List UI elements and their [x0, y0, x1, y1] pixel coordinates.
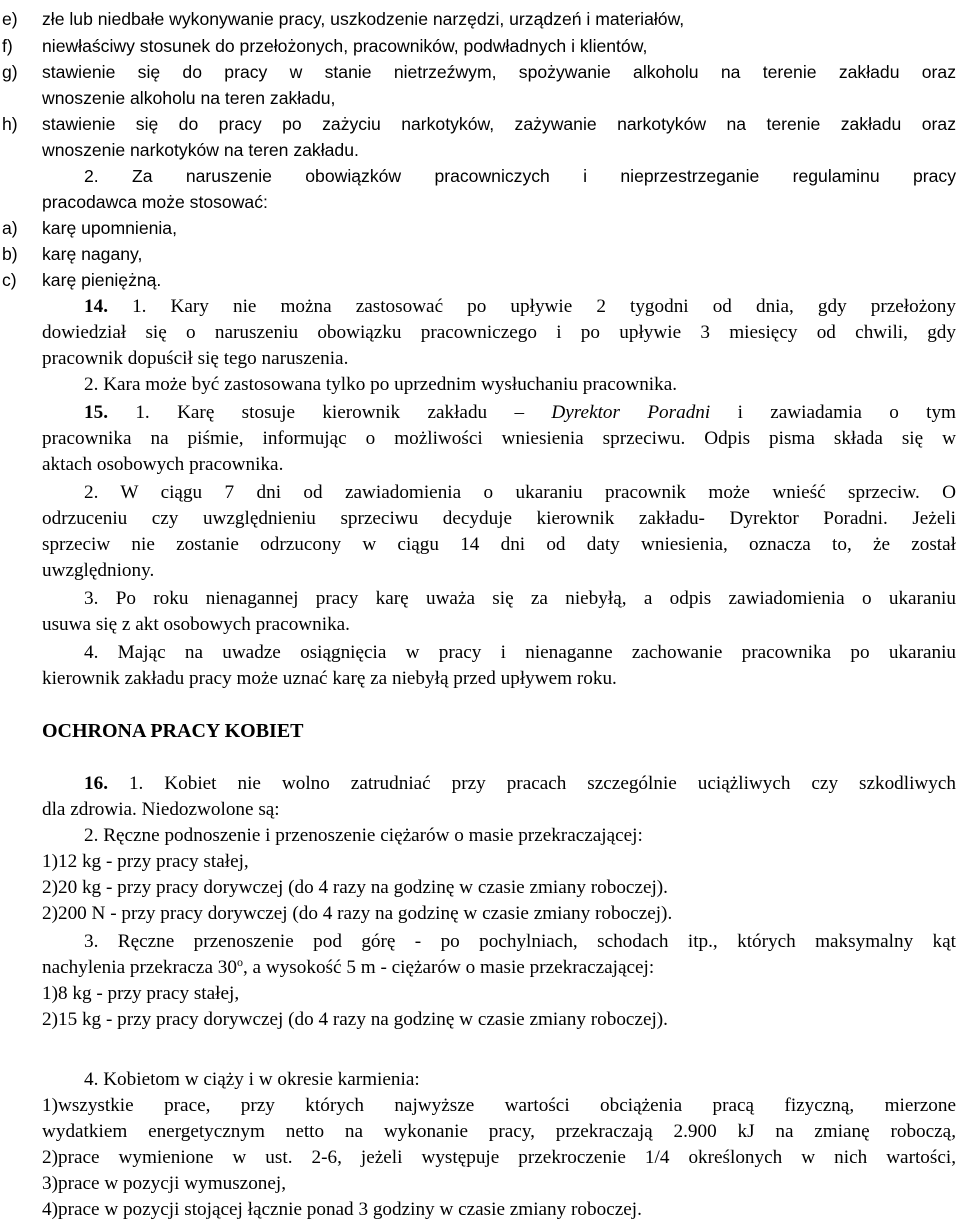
list-item-g	[0, 59, 960, 85]
list-text: wnoszenie narkotyków na teren zakładu.	[42, 140, 359, 160]
section-text: uwzględniony.	[42, 560, 155, 581]
section-text-rest: 1. Kary nie można zastosować po upływie 2 tygodni od dnia, gdy przełożony	[107, 296, 956, 317]
section-14-line3	[0, 346, 960, 372]
section-text-italic: Dyrektor Poradni	[551, 402, 711, 423]
list-text: 1)12 kg - przy pracy stałej,	[42, 851, 249, 872]
paragraph-text: 2. Za naruszenie obowiązków pracowniczych i nieprzestrzeganie regulaminu pracy	[84, 166, 956, 186]
section-16-par2	[0, 823, 960, 849]
list-label: c)	[2, 270, 17, 290]
heading-text: OCHRONA PRACY KOBIET	[42, 720, 304, 742]
section-text-a: nachylenia przekracza 30	[42, 957, 237, 978]
section-15-line3	[0, 452, 960, 478]
section-16	[0, 771, 960, 797]
list-text: wnoszenie alkoholu na teren zakładu,	[42, 88, 336, 108]
section-15-par2-line3	[0, 532, 960, 558]
list-item-h	[0, 111, 960, 137]
list-text: karę nagany,	[42, 244, 143, 264]
list-label: b)	[2, 244, 18, 264]
list-text: wydatkiem energetycznym netto na wykonanie pracy, przekraczają 2.900 kJ na zmianę roboczą,	[42, 1121, 956, 1142]
section-15-line2	[0, 426, 960, 452]
section-text	[42, 955, 654, 981]
list-text: 4)prace w pozycji stojącej łącznie ponad 3 godziny w czasie zmiany roboczej.	[42, 1199, 642, 1220]
section-text: 3. Po roku nienagannej pracy karę uważa się za niebyłą, a odpis zawiadomienia o ukaraniu	[84, 588, 956, 609]
section-text: 4. Kobietom w ciąży i w okresie karmienia:	[84, 1069, 420, 1090]
list-label: e)	[2, 9, 18, 29]
section-text: 3. Ręczne przenoszenie pod górę - po pochylniach, schodach itp., których maksymalny kąt	[84, 931, 956, 952]
list-item	[0, 1197, 960, 1223]
list-item-cont	[0, 1119, 960, 1145]
section-text	[84, 771, 956, 797]
section-15-par4-line2	[0, 666, 960, 692]
list-text: stawienie się do pracy po zażyciu narkotyków, zażywanie narkotyków na terenie zakładu oraz	[42, 114, 956, 134]
list-item	[0, 1007, 960, 1033]
list-item	[0, 981, 960, 1007]
section-text: 2. W ciągu 7 dni od zawiadomienia o ukaraniu pracownik może wnieść sprzeciw. O	[84, 482, 956, 503]
list-text: złe lub niedbałe wykonywanie pracy, uszkodzenie narzędzi, urządzeń i materiałów,	[42, 9, 685, 29]
list-label: h)	[2, 114, 18, 134]
paragraph-2-cont	[0, 189, 960, 215]
list-item-b	[0, 241, 960, 267]
list-label: f)	[2, 36, 13, 56]
section-text: 2. Kara może być zastosowana tylko po uprzednim wysłuchaniu pracownika.	[84, 374, 678, 395]
section-text-b: , a wysokość 5 m - ciężarów o masie przekraczającej:	[242, 957, 655, 978]
section-14	[0, 294, 960, 320]
section-text: dla zdrowia. Niedozwolone są:	[42, 799, 280, 820]
list-item	[0, 849, 960, 875]
section-15-par2-line2	[0, 506, 960, 532]
list-item-h-cont	[0, 137, 960, 163]
list-text: 1)8 kg - przy pracy stałej,	[42, 983, 240, 1004]
list-item-e	[0, 6, 960, 32]
section-text: pracownika na piśmie, informując o możliwości wniesienia sprzeciwu. Odpis pisma składa się w	[42, 428, 956, 449]
list-text: 2)200 N - przy pracy dorywczej (do 4 razy na godzinę w czasie zmiany roboczej).	[42, 903, 673, 924]
list-text: niewłaściwy stosunek do przełożonych, pracowników, podwładnych i klientów,	[42, 36, 648, 56]
list-item	[0, 1171, 960, 1197]
section-text-rest: 1. Kobiet nie wolno zatrudniać przy pracach szczególnie uciążliwych czy szkodliwych	[107, 773, 956, 794]
section-text	[84, 294, 956, 320]
section-heading	[0, 718, 960, 744]
list-item	[0, 901, 960, 927]
section-16-line2	[0, 797, 960, 823]
list-item	[0, 1145, 960, 1171]
section-text: 4. Mając na uwadze osiągnięcia w pracy i nienaganne zachowanie pracownika po ukaraniu	[84, 642, 956, 663]
list-item-a	[0, 215, 960, 241]
section-14-par2	[0, 372, 960, 398]
section-text: odrzuceniu czy uwzględnieniu sprzeciwu decyduje kierownik zakładu- Dyrektor Poradni. Jeżeli	[42, 508, 956, 529]
list-text: 3)prace w pozycji wymuszonej,	[42, 1173, 287, 1194]
section-text: 2. Ręczne podnoszenie i przenoszenie ciężarów o masie przekraczającej:	[84, 825, 643, 846]
section-number: 15.	[84, 402, 108, 423]
list-text: stawienie się do pracy w stanie nietrzeźwym, spożywanie alkoholu na terenie zakładu oraz	[42, 62, 956, 82]
degree-sup: o	[236, 955, 243, 969]
list-text: 2)20 kg - przy pracy dorywczej (do 4 razy na godzinę w czasie zmiany roboczej).	[42, 877, 668, 898]
section-15	[0, 400, 960, 426]
section-text: aktach osobowych pracownika.	[42, 454, 284, 475]
list-item-c	[0, 267, 960, 293]
list-item	[0, 1093, 960, 1119]
section-16-par4	[0, 1067, 960, 1093]
section-number: 14.	[84, 296, 108, 317]
section-text	[84, 400, 956, 426]
section-15-par3	[0, 586, 960, 612]
section-text: dowiedział się o naruszeniu obowiązku pracowniczego i po upływie 3 miesięcy od chwili, gdy	[42, 322, 956, 343]
list-item	[0, 875, 960, 901]
section-number: 16.	[84, 773, 108, 794]
paragraph-text: pracodawca może stosować:	[42, 192, 268, 212]
list-label: g)	[2, 62, 18, 82]
section-text-a: 1. Karę stosuje kierownik zakładu –	[107, 402, 552, 423]
section-text: pracownik dopuścił się tego naruszenia.	[42, 348, 349, 369]
list-text: 1)wszystkie prace, przy których najwyższe wartości obciążenia pracą fizyczną, mierzone	[42, 1095, 956, 1116]
section-text: kierownik zakładu pracy może uznać karę za niebyłą przed upływem roku.	[42, 668, 617, 689]
paragraph-2	[0, 163, 960, 189]
list-label: a)	[2, 218, 18, 238]
section-15-par2-line4	[0, 558, 960, 584]
section-16-par3	[0, 929, 960, 955]
list-item-g-cont	[0, 85, 960, 111]
section-15-par3-line2	[0, 612, 960, 638]
section-15-par2	[0, 480, 960, 506]
list-text: 2)15 kg - przy pracy dorywczej (do 4 razy na godzinę w czasie zmiany roboczej).	[42, 1009, 668, 1030]
list-text: karę pieniężną.	[42, 270, 162, 290]
list-text: karę upomnienia,	[42, 218, 177, 238]
section-text: usuwa się z akt osobowych pracownika.	[42, 614, 350, 635]
section-text: sprzeciw nie zostanie odrzucony w ciągu 14 dni od daty wniesienia, oznacza to, że został	[42, 534, 956, 555]
section-16-par3-line2	[0, 955, 960, 981]
section-text-b: i zawiadamia o tym	[710, 402, 956, 423]
section-15-par4	[0, 640, 960, 666]
section-14-line2	[0, 320, 960, 346]
list-text: 2)prace wymienione w ust. 2-6, jeżeli występuje przekroczenie 1/4 określonych w nich wartości,	[42, 1147, 956, 1168]
list-item-f	[0, 33, 960, 59]
